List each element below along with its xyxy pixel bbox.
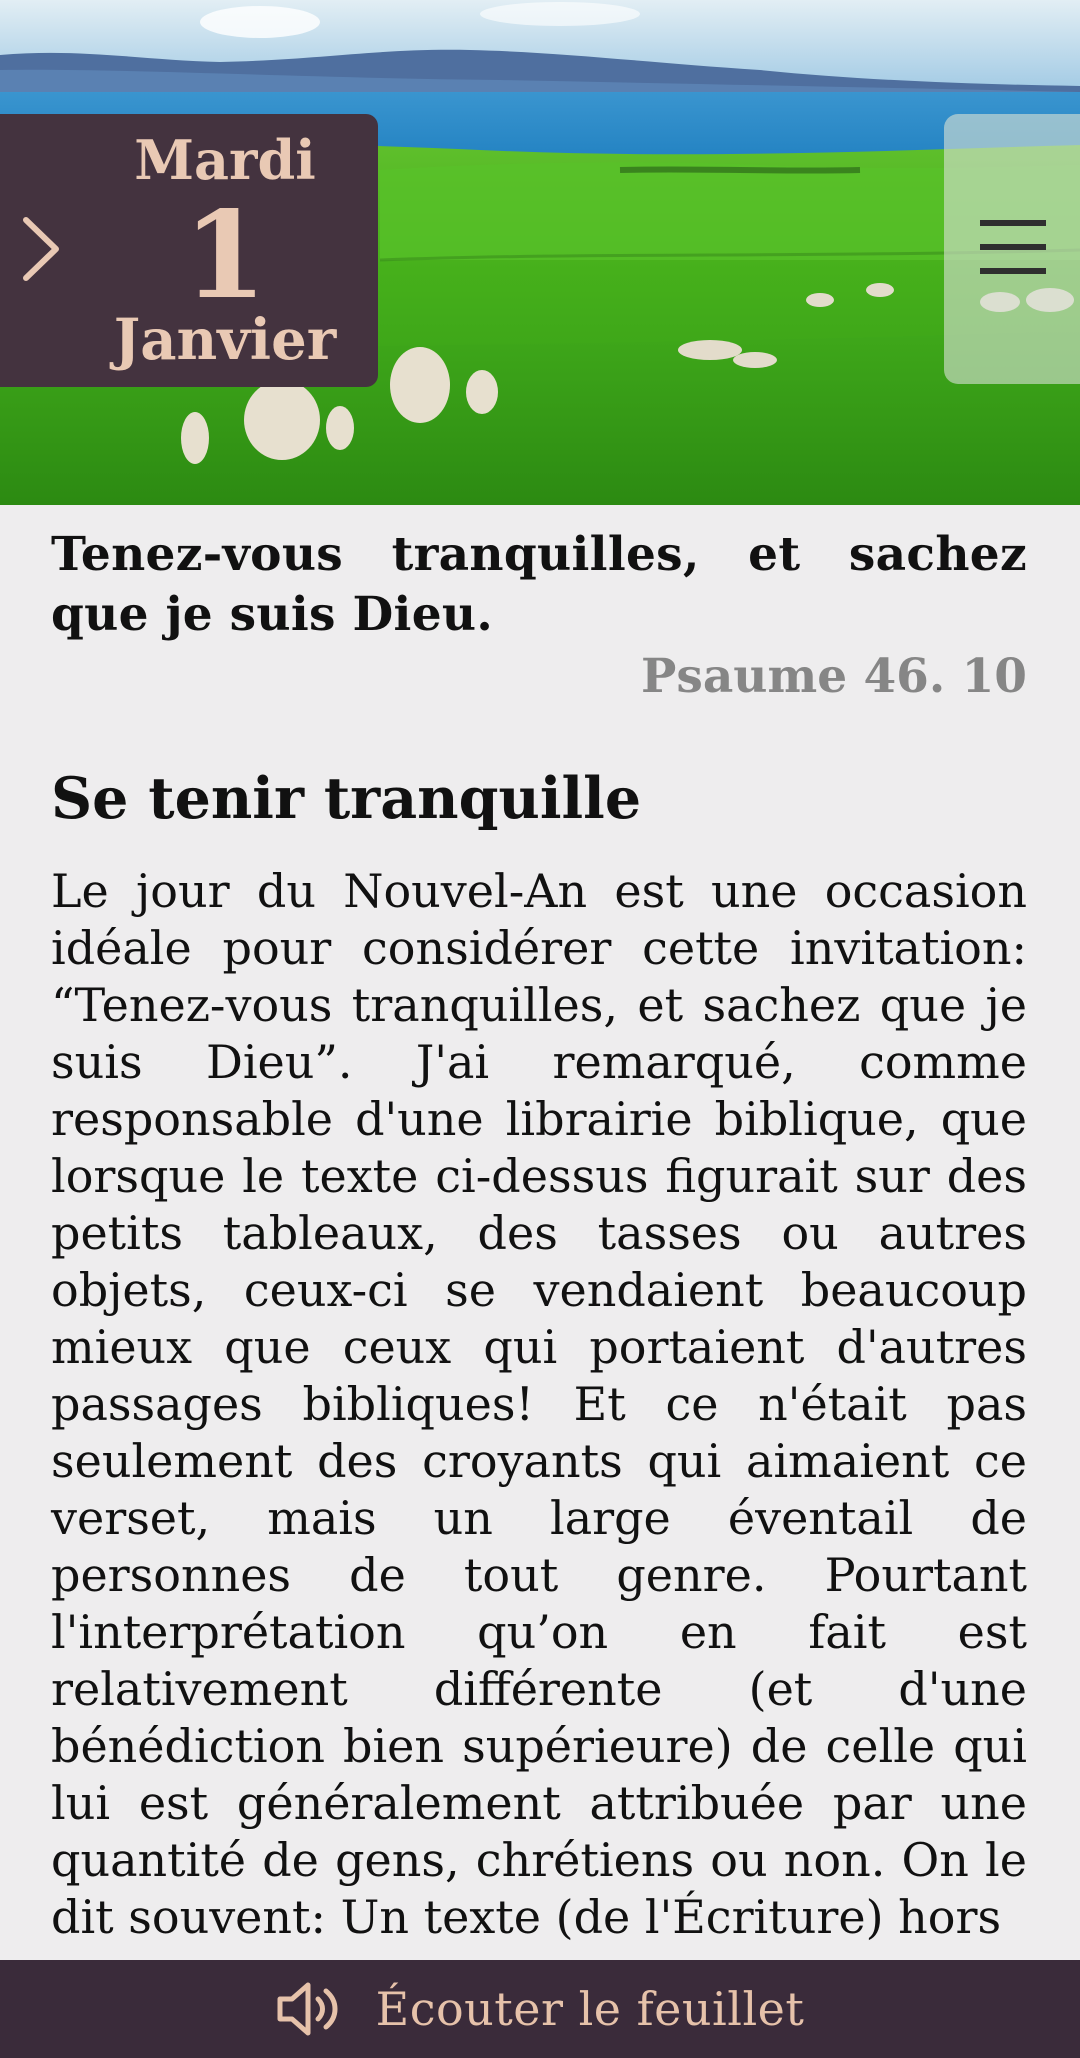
verse-reference: Psaume 46. 10 [641,649,1027,704]
date-day-number: 1 [183,185,267,326]
menu-button[interactable] [944,114,1080,384]
date-weekday: Mardi [134,128,316,192]
date-month: Janvier [113,307,337,373]
article-title: Se tenir tranquille [51,765,642,832]
speaker-icon [276,1979,342,2039]
daily-reading-content [51,505,1027,1946]
chevron-right-icon[interactable] [18,214,64,284]
article-body: Le jour du Nouvel-An est une occasion idéale pour considérer cette invitation: “Tenez-vous tranquilles, et sachez que je suis Dieu”. J'ai remarqué, comme responsable d'une librairie biblique, que lorsque le texte ci-dessus figurait sur des petits tableaux, des tasses ou autres objets, ceux-ci se vendaient beaucoup mieux que ceux qui portaient d'autres passages bibliques! Et ce n'était pas seulement des croyants qui aimaient ce verset, mais un large éventail de personnes de tout genre. Pourtant l'interprétation qu’on en fait est relativement différente (et d'une bénédiction bien supérieure) de celle qui lui est généralement attribuée par une quantité de gens, chrétiens ou non. On le dit souvent: Un texte (de l'Écriture) hors [51,864,1027,1944]
date-card[interactable] [0,114,378,387]
listen-audio-button[interactable] [0,1960,1080,2058]
verse-text: Tenez-vous tranquilles, et sachez que je suis Dieu. [51,527,1027,642]
listen-label: Écouter le feuillet [375,1982,805,2036]
